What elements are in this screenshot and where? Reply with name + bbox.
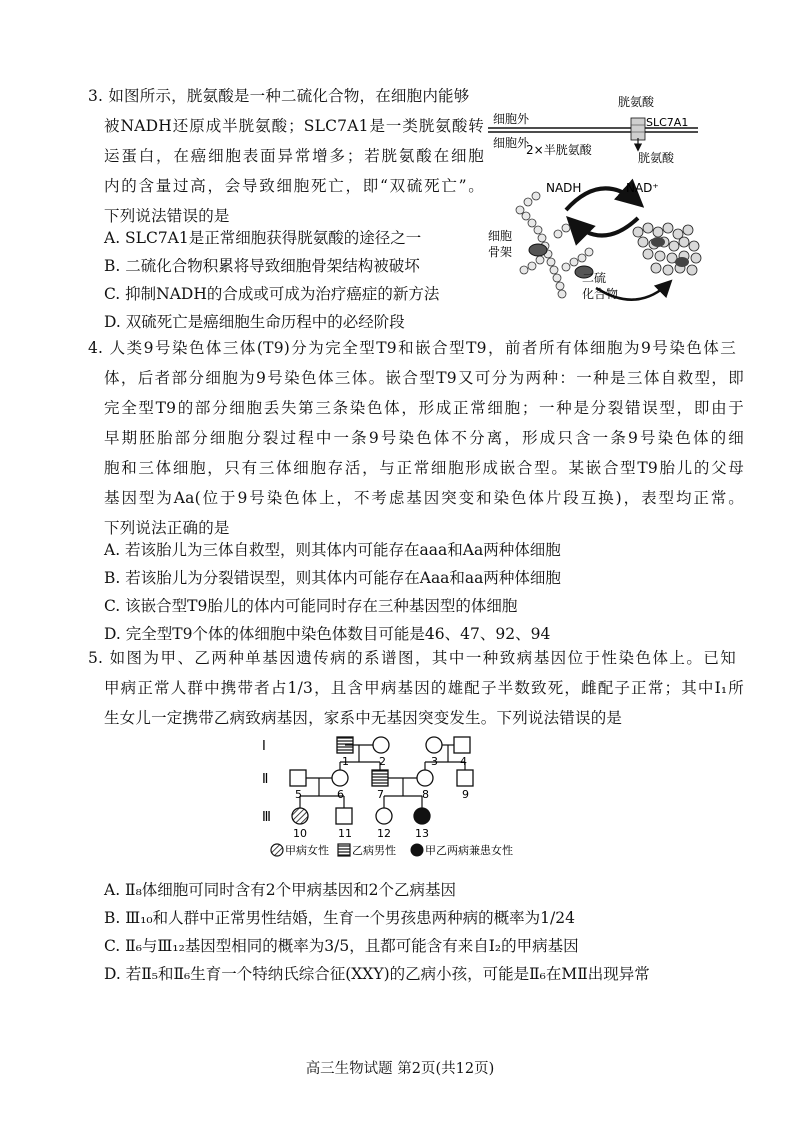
- q3-option-b[interactable]: B. 二硫化合物积累将导致细胞骨架结构被破坏: [104, 257, 420, 275]
- collapsed-cytoskeleton-icon: [633, 223, 701, 275]
- label-inside: 细胞外: [493, 136, 530, 150]
- individual-number: 1: [342, 755, 349, 768]
- q3-stem-line: 被NADH还原成半胱氨酸；SLC7A1是一类胱氨酸转: [104, 117, 484, 135]
- pedigree-female: [426, 737, 442, 753]
- q4-stem-line: 完全型T9的部分细胞丢失第三条染色体，形成正常细胞；一种是分裂错误型，即由于: [104, 399, 744, 417]
- pedigree-male-affected-b: [337, 737, 353, 753]
- individual-number: 5: [295, 788, 302, 801]
- disulfidptosis-figure: [488, 92, 713, 324]
- q4-option-c[interactable]: C. 该嵌合型T9胎儿的体内可能同时存在三种基因型的体细胞: [104, 597, 518, 615]
- legend-label-a: 甲病女性: [285, 844, 329, 857]
- legend-female-a-icon: [271, 844, 283, 856]
- q4-stem-line: 体，后者部分细胞为9号染色体三体。嵌合型T9又可分为两种：一种是三体自救型，即: [104, 369, 744, 387]
- label-cystine-in: 胱氨酸: [638, 151, 675, 165]
- generation-label: Ⅰ: [262, 739, 266, 754]
- generation-label: Ⅱ: [262, 772, 269, 787]
- q5-option-d[interactable]: D. 若Ⅱ₅和Ⅱ₆生育一个特纳氏综合征(XXY)的乙病小孩，可能是Ⅱ₆在MⅡ出现异常: [104, 965, 650, 983]
- q3-stem-line: 运蛋白，在癌细胞表面异常增多；若胱氨酸在细胞: [104, 147, 484, 165]
- q5-option-a[interactable]: A. Ⅱ₈体细胞可同时含有2个甲病基因和2个乙病基因: [104, 881, 457, 899]
- q4-stem-line: 4. 人类9号染色体三体(T9)分为完全型T9和嵌合型T9，前者所有体细胞为9号染色体三: [88, 339, 736, 357]
- q4-stem-line: 早期胚胎部分细胞分裂过程中一条9号染色体不分离，形成只含一条9号染色体的细: [104, 429, 744, 447]
- label-disulfide-1: 二硫: [582, 271, 607, 285]
- pedigree-male: [336, 808, 352, 824]
- legend-male-b-icon: [338, 844, 350, 856]
- pedigree-male: [290, 770, 306, 786]
- q3-stem-line: 内的含量过高，会导致细胞死亡，即“双硫死亡”。: [104, 177, 484, 195]
- q4-stem-line: 胞和三体细胞，只有三体细胞存活，与正常细胞形成嵌合型。某嵌合型T9胎儿的父母: [104, 459, 744, 477]
- q3-option-c[interactable]: C. 抑制NADH的合成或可成为治疗癌症的新方法: [104, 285, 440, 303]
- individual-number: 9: [462, 788, 469, 801]
- page-footer: 高三生物试题 第2页(共12页): [305, 1061, 495, 1077]
- slc7a1-transporter-icon: [631, 118, 645, 140]
- label-slc7a1: SLC7A1: [646, 116, 689, 129]
- individual-number: 6: [337, 788, 344, 801]
- pedigree-male: [457, 770, 473, 786]
- q3-stem-line: 3. 如图所示，胱氨酸是一种二硫化合物，在细胞内能够: [88, 87, 470, 105]
- individual-number: 12: [377, 827, 391, 840]
- q4-stem-line: 基因型为Aa(位于9号染色体上，不考虑基因突变和染色体片段互换)，表型均正常。: [104, 489, 744, 507]
- pedigree-female-affected-a: [292, 808, 308, 824]
- disulfide-bond-icon: [529, 244, 547, 256]
- label-nadh: NADH: [546, 181, 582, 195]
- individual-number: 3: [431, 755, 438, 768]
- q5-stem-line: 生女儿一定携带乙病致病基因，家系中无基因突变发生。下列说法错误的是: [104, 709, 623, 727]
- legend-label-c: 甲乙两病兼患女性: [425, 844, 513, 857]
- cycle-arrow-bottom: [570, 218, 638, 236]
- label-outside: 细胞外: [493, 112, 530, 126]
- generation-label: Ⅲ: [262, 810, 271, 825]
- individual-number: 11: [338, 827, 352, 840]
- pedigree-female: [373, 737, 389, 753]
- q5-option-c[interactable]: C. Ⅱ₆与Ⅲ₁₂基因型相同的概率为3/5，且都可能含有来自I₂的甲病基因: [104, 937, 579, 955]
- pedigree-male-affected-b: [372, 770, 388, 786]
- q4-option-b[interactable]: B. 若该胎儿为分裂错误型，则其体内可能存在Aaa和aa两种体细胞: [104, 569, 561, 587]
- pedigree-female: [332, 770, 348, 786]
- q4-option-d[interactable]: D. 完全型T9个体的体细胞中染色体数目可能是46、47、92、94: [104, 625, 551, 643]
- pedigree-female: [376, 808, 392, 824]
- pedigree-female: [417, 770, 433, 786]
- pedigree-female-affected-both: [414, 808, 430, 824]
- individual-number: 4: [460, 755, 467, 768]
- individual-number: 13: [415, 827, 429, 840]
- pedigree-chart: [260, 728, 550, 868]
- individual-number: 7: [377, 788, 384, 801]
- q3-stem-line: 下列说法错误的是: [104, 207, 230, 225]
- label-disulfide-2: 化合物: [582, 287, 619, 301]
- label-skeleton-2: 骨架: [488, 245, 513, 259]
- q5-stem-line: 5. 如图为甲、乙两种单基因遗传病的系谱图，其中一种致病基因位于性染色体上。已知: [88, 649, 736, 667]
- individual-number: 10: [293, 827, 307, 840]
- label-nad: NAD⁺: [626, 181, 659, 195]
- q5-option-b[interactable]: B. Ⅲ₁₀和人群中正常男性结婚，生育一个男孩患两种病的概率为1/24: [104, 909, 575, 927]
- label-skeleton-1: 细胞: [488, 229, 513, 243]
- q3-option-d[interactable]: D. 双硫死亡是癌细胞生命历程中的必经阶段: [104, 313, 405, 331]
- individual-number: 2: [379, 755, 386, 768]
- q3-option-a[interactable]: A. SLC7A1是正常细胞获得胱氨酸的途径之一: [104, 229, 422, 247]
- q5-stem-line: 甲病正常人群中携带者占1/3，且含甲病基因的雄配子半数致死，雌配子正常；其中I₁所: [104, 679, 744, 697]
- q4-stem-line: 下列说法正确的是: [104, 519, 230, 537]
- legend-female-both-icon: [411, 844, 423, 856]
- q4-option-a[interactable]: A. 若该胎儿为三体自救型，则其体内可能存在aaa和Aa两种体细胞: [104, 541, 561, 559]
- pedigree-male: [454, 737, 470, 753]
- label-cysteine: 2×半胱氨酸: [526, 143, 592, 157]
- label-cystine-top: 胱氨酸: [618, 95, 655, 109]
- legend-label-b: 乙病男性: [352, 844, 396, 857]
- individual-number: 8: [422, 788, 429, 801]
